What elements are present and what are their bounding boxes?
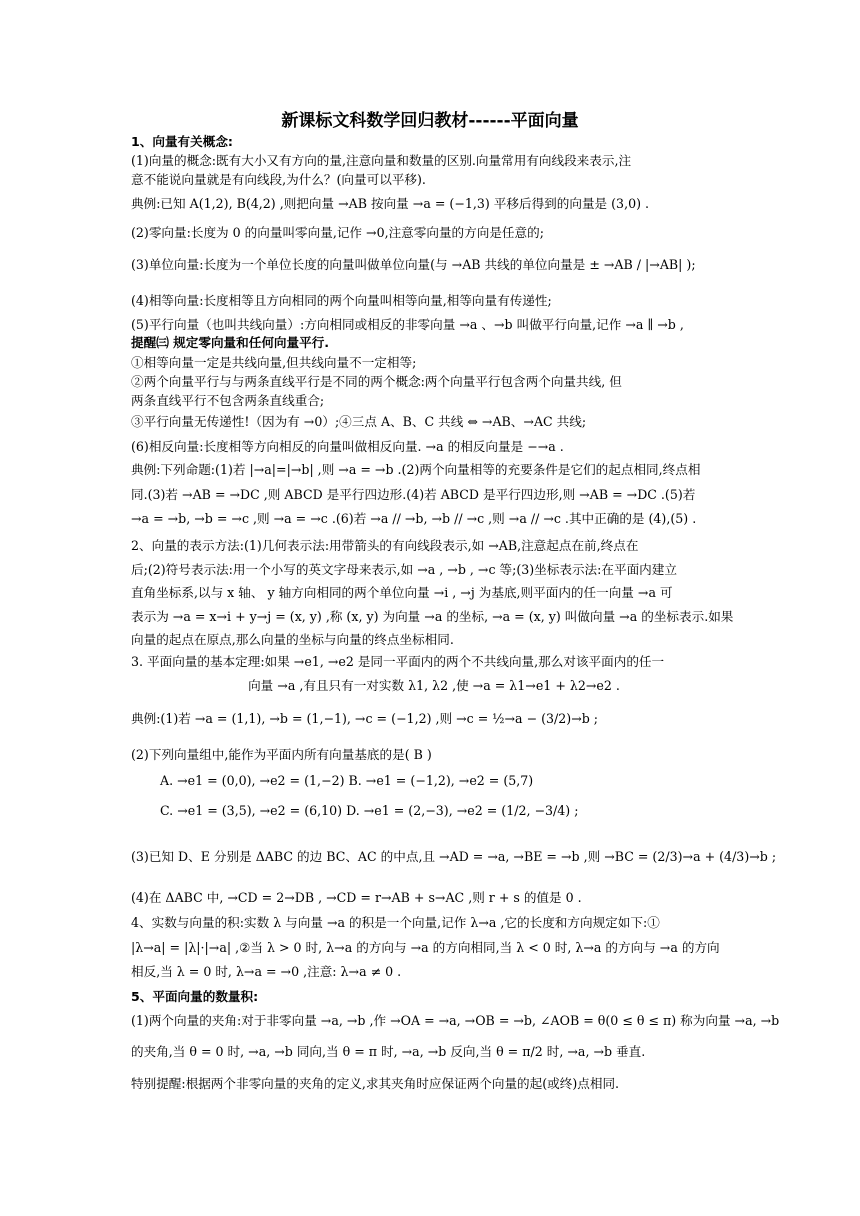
text-line: ③平行向量无传递性!（因为有 →0）;④三点 A、B、C 共线 ⇔ →AB、→AC 共线; — [131, 414, 587, 429]
text-line: ②两个向量平行与与两条直线平行是不同的两个概念:两个向量平行包含两个向量共线, 但 — [131, 374, 622, 389]
text-line: (1)两个向量的夹角:对于非零向量 →a, →b ,作 →OA = →a, →OB = →b, ∠AOB = θ(0 ≤ θ ≤ π) 称为向量 →a, →b — [131, 1013, 780, 1028]
section-heading-5: 5、平面向量的数量积: — [131, 989, 259, 1004]
text-line: (4)相等向量:长度相等且方向相同的两个向量叫相等向量,相等向量有传递性; — [131, 293, 552, 308]
text-line: (6)相反向量:长度相等方向相反的向量叫做相反向量. →a 的相反向量是 −→a . — [131, 439, 564, 454]
text-line: 向量的起点在原点,那么向量的坐标与向量的终点坐标相同. — [131, 632, 454, 647]
example-line: 典例:(1)若 →a = (1,1), →b = (1,−1), →c = (−1,2) ,则 →c = ½→a − (3/2)→b ; — [131, 711, 599, 726]
option-line-ab: A. →e1 = (0,0), →e2 = (1,−2) B. →e1 = (−1,2), →e2 = (5,7) — [160, 773, 534, 788]
formula-line: 向量 →a ,有且只有一对实数 λ1, λ2 ,使 →a = λ1→e1 + λ2→e2 . — [248, 678, 620, 693]
section-heading-4: 4、实数与向量的积:实数 λ 与向量 →a 的积是一个向量,记作 λ→a ,它的长度和方向规定如下:① — [131, 915, 660, 930]
section-heading-3: 3. 平面向量的基本定理:如果 →e1, →e2 是同一平面内的两个不共线向量,那么对该平面内的任一 — [131, 654, 665, 669]
text-line: 同.(3)若 →AB = →DC ,则 ABCD 是平行四边形.(4)若 ABCD 是平行四边形,则 →AB = →DC .(5)若 — [131, 487, 696, 502]
text-line: (3)已知 D、E 分别是 ΔABC 的边 BC、AC 的中点,且 →AD = →a, →BE = →b ,则 →BC = (2/3)→a + (4/3)→b ; — [131, 849, 777, 864]
reminder-line: 特别提醒:根据两个非零向量的夹角的定义,求其夹角时应保证两个向量的起(或终)点相同. — [131, 1076, 620, 1091]
reminder-line: 提醒㈢ 规定零向量和任何向量平行. — [131, 335, 330, 350]
example-line: 典例:下列命题:(1)若 |→a|=|→b| ,则 →a = →b .(2)两个向量相等的充要条件是它们的起点相同,终点相 — [131, 462, 701, 477]
text-line: 表示为 →a = x→i + y→j = (x, y) ,称 (x, y) 为向量 →a 的坐标, →a = (x, y) 叫做向量 →a 的坐标表示.如果 — [131, 609, 734, 624]
text-line: |λ→a| = |λ|·|→a| ,②当 λ > 0 时, λ→a 的方向与 →a 的方向相同,当 λ < 0 时, λ→a 的方向与 →a 的方向 — [131, 940, 720, 955]
text-line: 后;(2)符号表示法:用一个小写的英文字母来表示,如 →a , →b , →c 等;(3)坐标表示法:在平面内建立 — [131, 562, 677, 577]
section-heading-1: 1、向量有关概念: — [131, 134, 233, 149]
text-line: (2)下列向量组中,能作为平面内所有向量基底的是( B ) — [131, 747, 432, 762]
text-line: (4)在 ΔABC 中, →CD = 2→DB , →CD = r→AB + s→AC ,则 r + s 的值是 0 . — [131, 890, 582, 905]
text-line: 相反,当 λ = 0 时, λ→a = →0 ,注意: λ→a ≠ 0 . — [131, 964, 402, 979]
text-line: ①相等向量一定是共线向量,但共线向量不一定相等; — [131, 355, 417, 370]
text-line: 两条直线平行不包含两条直线重合; — [131, 393, 325, 408]
text-line: 的夹角,当 θ = 0 时, →a, →b 同向,当 θ = π 时, →a, →b 反向,当 θ = π/2 时, →a, →b 垂直. — [131, 1044, 646, 1059]
text-line: 直角坐标系,以与 x 轴、 y 轴方向相同的两个单位向量 →i , →j 为基底,则平面内的任一向量 →a 可 — [131, 585, 673, 600]
text-line: (3)单位向量:长度为一个单位长度的向量叫做单位向量(与 →AB 共线的单位向量是 ± →AB / |→AB| ); — [131, 257, 696, 272]
text-line: 意不能说向量就是有向线段,为什么？(向量可以平移). — [131, 172, 426, 187]
option-line-cd: C. →e1 = (3,5), →e2 = (6,10) D. →e1 = (2,−3), →e2 = (1/2, −3/4) ; — [160, 803, 579, 818]
document-title: 新课标文科数学回归教材------平面向量 — [281, 111, 579, 131]
text-line: (1)向量的概念:既有大小又有方向的量,注意向量和数量的区别.向量常用有向线段来表示,注 — [131, 153, 632, 168]
text-line: (5)平行向量（也叫共线向量）:方向相同或相反的非零向量 →a 、→b 叫做平行向量,记作 →a ∥ →b , — [131, 317, 684, 332]
text-line: →a = →b, →b = →c ,则 →a = →c .(6)若 →a // →b, →b // →c ,则 →a // →c .其中正确的是 (4),(5) . — [131, 511, 697, 526]
section-heading-2: 2、向量的表示方法:(1)几何表示法:用带箭头的有向线段表示,如 →AB,注意起点在前,终点在 — [131, 538, 639, 553]
example-line: 典例:已知 A(1,2), B(4,2) ,则把向量 →AB 按向量 →a = (−1,3) 平移后得到的向量是 (3,0) . — [131, 196, 649, 211]
text-line: (2)零向量:长度为 0 的向量叫零向量,记作 →0,注意零向量的方向是任意的; — [131, 225, 544, 240]
